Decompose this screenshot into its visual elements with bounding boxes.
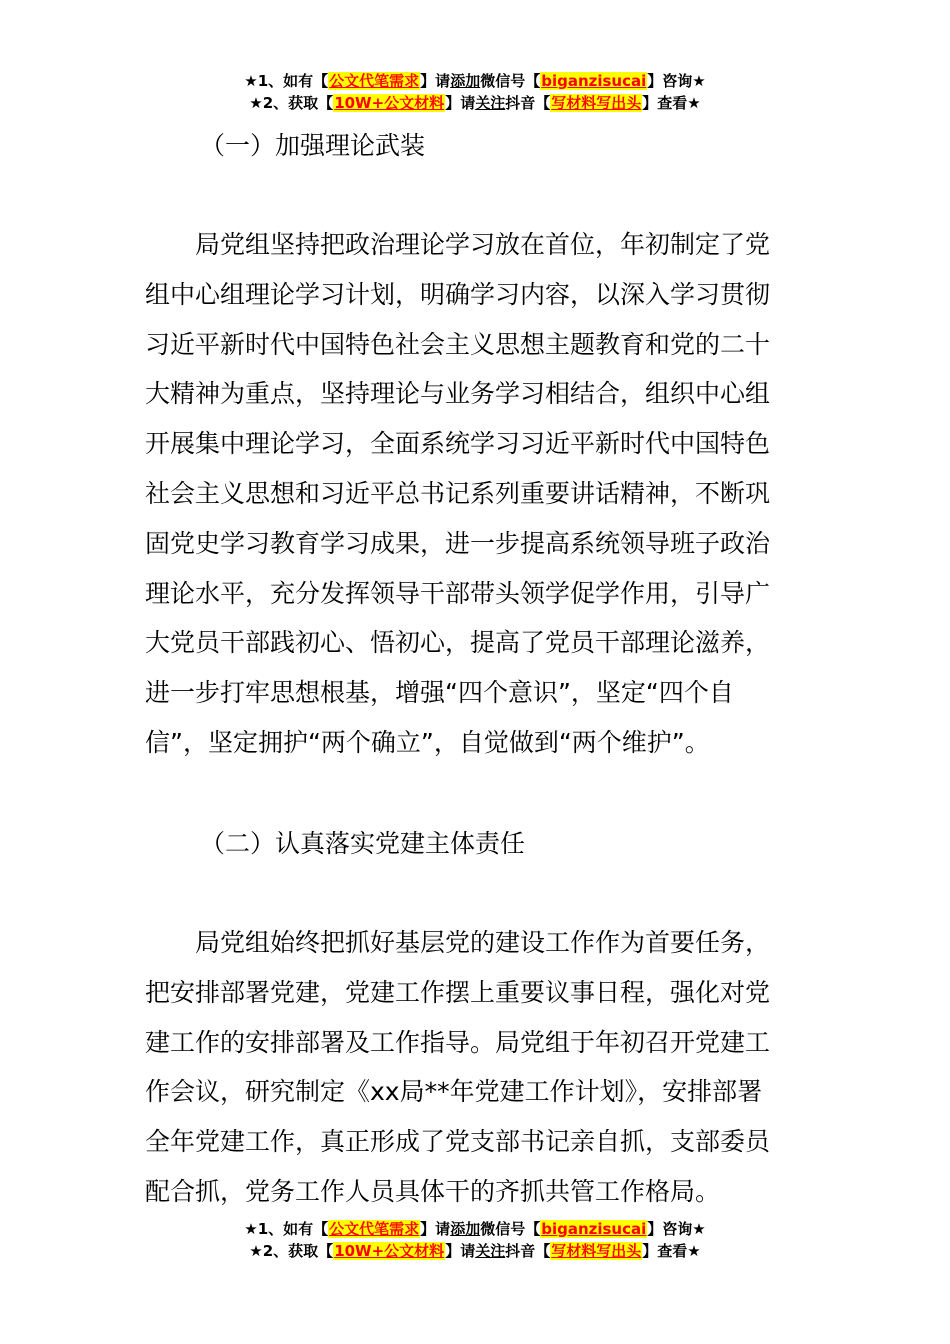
promo-text: 】请 bbox=[420, 1220, 451, 1238]
paragraph-line: 局党组始终把抓好基层党的建设工作作为首要任务， bbox=[145, 928, 771, 957]
promo-emphasis: 添加 bbox=[450, 72, 481, 90]
promo-text: ★1、如有【 bbox=[244, 1220, 329, 1238]
section-paragraph-1 bbox=[145, 220, 807, 768]
promo-highlight: 写材料写出头 bbox=[551, 1242, 642, 1260]
bottom-promo-banner bbox=[0, 1218, 950, 1262]
paragraph-line: 配合抓，党务工作人员具体干的齐抓共管工作格局。 bbox=[145, 1176, 721, 1206]
section-heading-1: （一）加强理论武装 bbox=[200, 131, 426, 160]
promo-highlight: 10W+公文材料 bbox=[334, 1242, 445, 1260]
section-paragraph-2 bbox=[145, 918, 807, 1217]
promo-text: 】请 bbox=[420, 72, 451, 90]
paragraph-line: 习近平新时代中国特色社会主义思想主题教育和党的二十 bbox=[145, 329, 771, 359]
paragraph-line: 信”，坚定拥护“两个确立”，自觉做到“两个维护”。 bbox=[145, 727, 710, 757]
promo-text: 微信号【 bbox=[480, 1220, 541, 1238]
paragraph-line: 大精神为重点，坚持理论与业务学习相结合，组织中心组 bbox=[145, 379, 771, 409]
paragraph-line: 大党员干部践初心、悟初心，提高了党员干部理论滋养， bbox=[145, 628, 771, 658]
promo-emphasis: 关注 bbox=[475, 1242, 506, 1260]
promo-text: 】咨询★ bbox=[647, 1220, 706, 1238]
promo-text: 】请 bbox=[445, 1242, 476, 1260]
promo-text: 抖音【 bbox=[505, 1242, 551, 1260]
promo-highlight: biganzisucai bbox=[541, 72, 647, 90]
promo-text: 微信号【 bbox=[480, 72, 541, 90]
promo-highlight: biganzisucai bbox=[541, 1220, 647, 1238]
paragraph-line: 固党史学习教育学习成果，进一步提高系统领导班子政治 bbox=[145, 528, 771, 558]
paragraph-line: 进一步打牢思想根基，增强“四个意识”，坚定“四个自 bbox=[145, 678, 734, 708]
promo-line-2 bbox=[0, 92, 950, 114]
promo-emphasis: 关注 bbox=[475, 94, 506, 112]
promo-highlight: 写材料写出头 bbox=[551, 94, 642, 112]
paragraph-line: 建工作的安排部署及工作指导。局党组于年初召开党建工 bbox=[145, 1027, 771, 1057]
paragraph-line: 社会主义思想和习近平总书记系列重要讲话精神，不断巩 bbox=[145, 478, 771, 508]
section-heading-2: （二）认真落实党建主体责任 bbox=[200, 829, 526, 858]
paragraph-line: 局党组坚持把政治理论学习放在首位，年初制定了党 bbox=[145, 230, 771, 259]
promo-text: 】咨询★ bbox=[647, 72, 706, 90]
promo-line-1 bbox=[0, 1218, 950, 1240]
promo-text: ★2、获取【 bbox=[249, 94, 334, 112]
paragraph-line: 理论水平，充分发挥领导干部带头领学促学作用，引导广 bbox=[145, 578, 771, 608]
paragraph-line: 组中心组理论学习计划，明确学习内容，以深入学习贯彻 bbox=[145, 279, 771, 309]
promo-text: 抖音【 bbox=[505, 94, 551, 112]
promo-highlight: 公文代笔需求 bbox=[329, 72, 420, 90]
promo-highlight: 公文代笔需求 bbox=[329, 1220, 420, 1238]
promo-text: ★2、获取【 bbox=[249, 1242, 334, 1260]
paragraph-line: 把安排部署党建，党建工作摆上重要议事日程，强化对党 bbox=[145, 977, 771, 1007]
promo-line-1 bbox=[0, 70, 950, 92]
promo-highlight: 10W+公文材料 bbox=[334, 94, 445, 112]
promo-text: 】请 bbox=[445, 94, 476, 112]
promo-line-2 bbox=[0, 1240, 950, 1262]
top-promo-banner bbox=[0, 70, 950, 114]
paragraph-line: 作会议，研究制定《xx局**年党建工作计划》，安排部署 bbox=[145, 1077, 763, 1107]
paragraph-line: 开展集中理论学习，全面系统学习习近平新时代中国特色 bbox=[145, 429, 771, 459]
promo-text: 】查看★ bbox=[642, 94, 701, 112]
promo-text: 】查看★ bbox=[642, 1242, 701, 1260]
paragraph-line: 全年党建工作，真正形成了党支部书记亲自抓，支部委员 bbox=[145, 1127, 771, 1157]
promo-emphasis: 添加 bbox=[450, 1220, 481, 1238]
promo-text: ★1、如有【 bbox=[244, 72, 329, 90]
